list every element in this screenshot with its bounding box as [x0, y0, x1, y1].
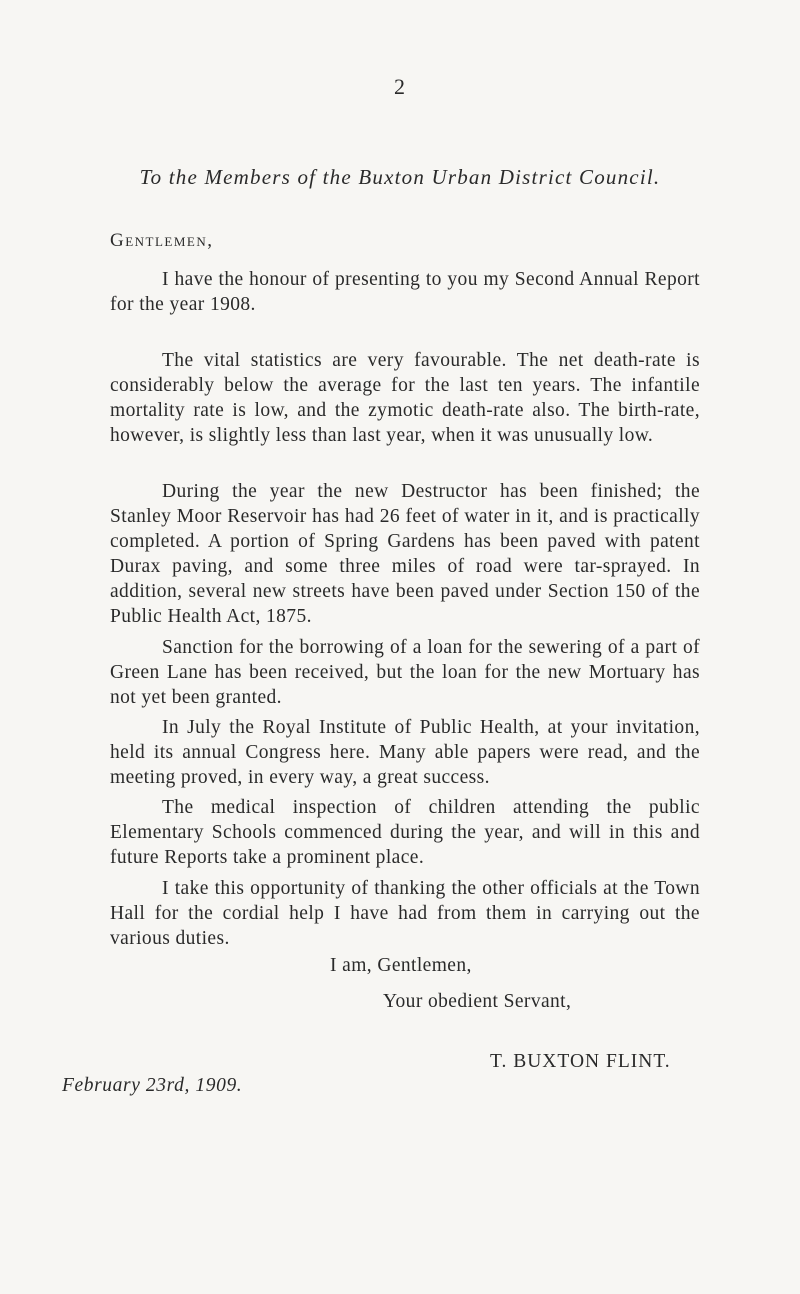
date-line: February 23rd, 1909. [62, 1075, 243, 1096]
paragraph: Sanction for the borrowing of a loan for the sewering of a part of Green Lane has been received, but the loan for the new Mortuary has not yet been granted. [110, 637, 700, 708]
paragraph: The medical inspection of children attending the public Elementary Schools commenced during the year, and will in this and future Reports take a prominent place. [110, 797, 700, 868]
closing-line: I am, Gentlemen, [330, 955, 472, 976]
closing-line: Your obedient Servant, [383, 991, 572, 1012]
page-number: 2 [394, 74, 406, 99]
paragraph: I take this opportunity of thanking the other officials at the Town Hall for the cordial help I have had from them in carrying out the various duties. [110, 878, 700, 949]
signature: T. BUXTON FLINT. [490, 1051, 671, 1072]
address-line: To the Members of the Buxton Urban District Council. [139, 165, 661, 189]
paragraph: The vital statistics are very favourable. The net death-rate is considerably below the average for the last ten years. The infantile mortality rate is low, and the zymotic death-rate also. The birth-rate, however, is slightly less than last year, when it was unusually low. [110, 350, 700, 446]
paragraph: In July the Royal Institute of Public Health, at your invitation, held its annual Congress here. Many able papers were read, and the meeting proved, in every way, a great success. [110, 717, 700, 788]
paragraph: During the year the new Destructor has been finished; the Stanley Moor Reservoir has had 26 feet of water in it, and is practically completed. A portion of Spring Gardens has been paved with patent Durax paving, and some three miles of road were tar-sprayed. In addition, several new streets have been paved under Section 150 of the Public Health Act, 1875. [110, 481, 700, 627]
salutation: Gentlemen, [110, 230, 214, 251]
paragraph: I have the honour of presenting to you my Second Annual Report for the year 1908. [110, 269, 700, 315]
